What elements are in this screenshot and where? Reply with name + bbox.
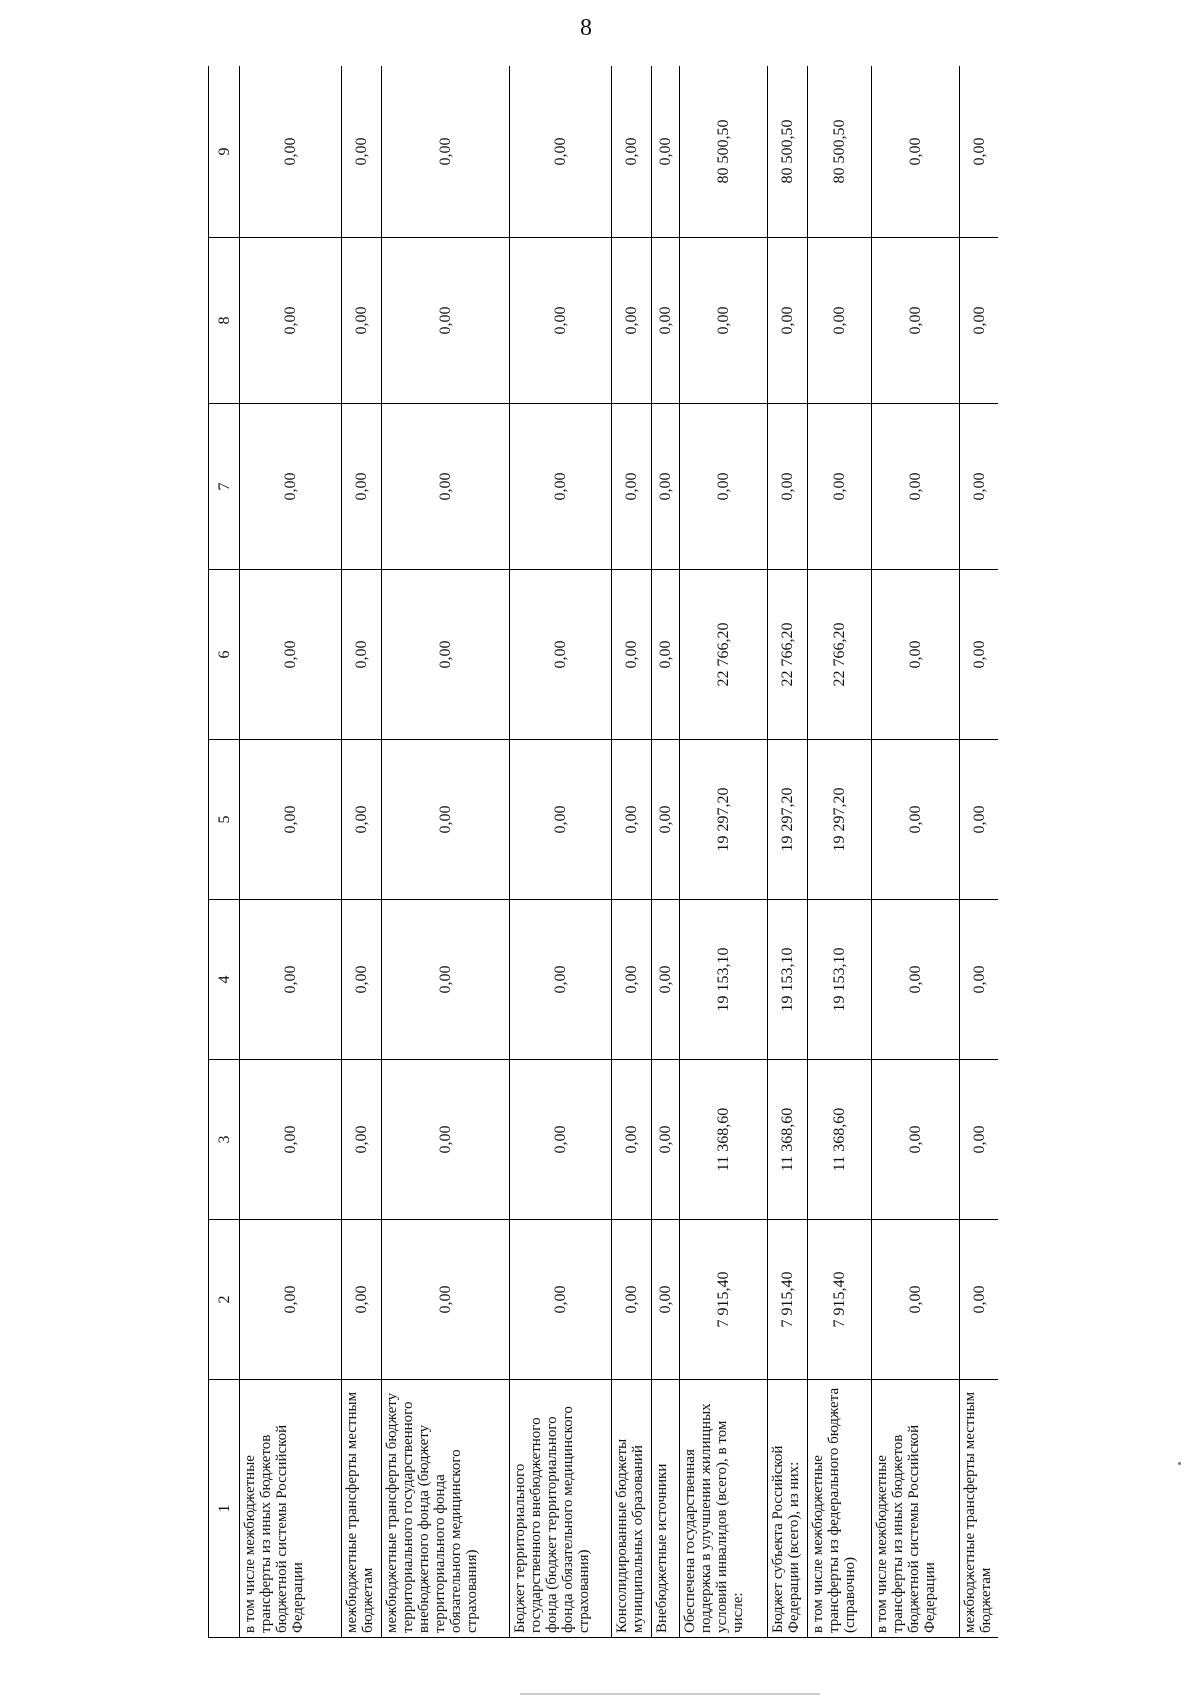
row-value-col-5: 0,00 [240,740,342,900]
row-value-col-9: 80 500,50 [768,66,808,238]
row-value-col-3: 11 368,60 [768,1060,808,1220]
row-value-col-5: 0,00 [342,740,382,900]
row-label: Бюджет территориального государственного внебюджетного фонда (бюджет территориального фонда обязательного медицинского страхования) [510,1380,612,1638]
table-row [240,66,342,1638]
row-value-col-2: 0,00 [382,1220,510,1380]
row-value-col-7: 0,00 [808,404,872,570]
row-value-col-8: 0,00 [342,238,382,404]
row-value-col-5: 19 297,20 [680,740,768,900]
row-value-col-4: 0,00 [240,900,342,1060]
row-value-col-8: 0,00 [808,238,872,404]
scan-edge-mark [520,1693,820,1695]
row-value-col-9: 0,00 [510,66,612,238]
row-label: межбюджетные трансферты местным бюджетам [960,1380,999,1638]
row-label: в том числе межбюджетные трансферты из иных бюджетов бюджетной системы Российской Федерации [872,1380,960,1638]
column-header-6: 6 [209,570,240,740]
row-value-col-4: 0,00 [382,900,510,1060]
column-header-8: 8 [209,238,240,404]
row-value-col-8: 0,00 [240,238,342,404]
row-value-col-8: 0,00 [612,238,652,404]
row-value-col-2: 7 915,40 [680,1220,768,1380]
table-row [808,66,872,1638]
row-label: Консолидированные бюджеты муниципальных образований [612,1380,652,1638]
table-row [612,66,652,1638]
row-value-col-9: 0,00 [652,66,680,238]
row-value-col-9: 80 500,50 [808,66,872,238]
row-value-col-4: 0,00 [652,900,680,1060]
row-value-col-3: 0,00 [960,1060,999,1220]
table-row [510,66,612,1638]
row-value-col-5: 0,00 [652,740,680,900]
row-value-col-8: 0,00 [768,238,808,404]
row-value-col-9: 0,00 [240,66,342,238]
column-header-4: 4 [209,900,240,1060]
row-value-col-7: 0,00 [382,404,510,570]
row-value-col-6: 0,00 [872,570,960,740]
row-value-col-2: 0,00 [612,1220,652,1380]
row-value-col-7: 0,00 [652,404,680,570]
row-value-col-9: 0,00 [872,66,960,238]
row-label: межбюджетные трансферты бюджету территориального государственного внебюджетного фонда (бюджету территориального фонда обязательного медицинского страхования) [382,1380,510,1638]
row-label: Бюджет субъекта Российской Федерации (всего), из них: [768,1380,808,1638]
row-value-col-7: 0,00 [612,404,652,570]
row-value-col-9: 0,00 [612,66,652,238]
row-value-col-6: 22 766,20 [680,570,768,740]
row-value-col-6: 0,00 [652,570,680,740]
column-header-9: 9 [209,66,240,238]
row-value-col-8: 0,00 [510,238,612,404]
row-label: Внебюджетные источники [652,1380,680,1638]
row-value-col-3: 0,00 [382,1060,510,1220]
column-header-5: 5 [209,740,240,900]
row-value-col-5: 0,00 [612,740,652,900]
budget-table [208,66,998,1638]
row-value-col-2: 0,00 [240,1220,342,1380]
row-value-col-8: 0,00 [382,238,510,404]
table-row [768,66,808,1638]
row-value-col-7: 0,00 [680,404,768,570]
table-row [680,66,768,1638]
header-row [209,66,240,1638]
page-number: 8 [580,15,592,41]
row-value-col-8: 0,00 [652,238,680,404]
row-value-col-6: 0,00 [382,570,510,740]
row-value-col-8: 0,00 [680,238,768,404]
row-value-col-6: 0,00 [510,570,612,740]
row-value-col-5: 0,00 [510,740,612,900]
row-value-col-7: 0,00 [510,404,612,570]
row-value-col-3: 0,00 [612,1060,652,1220]
row-value-col-6: 22 766,20 [808,570,872,740]
row-value-col-8: 0,00 [872,238,960,404]
row-value-col-4: 19 153,10 [680,900,768,1060]
table-body [240,66,999,1638]
column-header-7: 7 [209,404,240,570]
row-value-col-4: 19 153,10 [768,900,808,1060]
table-row [960,66,999,1638]
row-value-col-9: 0,00 [342,66,382,238]
row-label: межбюджетные трансферты местным бюджетам [342,1380,382,1638]
row-value-col-3: 0,00 [872,1060,960,1220]
row-value-col-7: 0,00 [240,404,342,570]
row-value-col-5: 0,00 [872,740,960,900]
row-value-col-9: 0,00 [960,66,999,238]
row-value-col-3: 0,00 [342,1060,382,1220]
row-value-col-6: 0,00 [240,570,342,740]
row-value-col-4: 0,00 [960,900,999,1060]
row-value-col-4: 19 153,10 [808,900,872,1060]
row-value-col-3: 0,00 [510,1060,612,1220]
row-value-col-2: 0,00 [652,1220,680,1380]
row-value-col-5: 0,00 [382,740,510,900]
row-value-col-6: 0,00 [342,570,382,740]
row-label: в том числе межбюджетные трансферты из иных бюджетов бюджетной системы Российской Федерации [240,1380,342,1638]
table-row [382,66,510,1638]
row-value-col-7: 0,00 [872,404,960,570]
row-value-col-6: 0,00 [612,570,652,740]
row-value-col-5: 19 297,20 [808,740,872,900]
row-value-col-3: 11 368,60 [808,1060,872,1220]
row-value-col-3: 11 368,60 [680,1060,768,1220]
column-header-3: 3 [209,1060,240,1220]
row-value-col-4: 0,00 [872,900,960,1060]
row-value-col-6: 0,00 [960,570,999,740]
row-value-col-2: 0,00 [960,1220,999,1380]
scan-speck [1178,1462,1181,1465]
table-row [342,66,382,1638]
row-value-col-4: 0,00 [612,900,652,1060]
row-value-col-7: 0,00 [768,404,808,570]
row-value-col-3: 0,00 [652,1060,680,1220]
table-row [872,66,960,1638]
row-value-col-4: 0,00 [342,900,382,1060]
table-row [652,66,680,1638]
row-value-col-8: 0,00 [960,238,999,404]
budget-table-wrapper [208,66,998,1638]
row-value-col-4: 0,00 [510,900,612,1060]
row-value-col-2: 7 915,40 [808,1220,872,1380]
row-value-col-2: 7 915,40 [768,1220,808,1380]
row-value-col-9: 0,00 [382,66,510,238]
row-value-col-7: 0,00 [960,404,999,570]
row-label: Обеспечена государственная поддержка в улучшении жилищных условий инвалидов (всего), в том числе: [680,1380,768,1638]
row-value-col-5: 19 297,20 [768,740,808,900]
row-value-col-2: 0,00 [342,1220,382,1380]
column-header-1: 1 [209,1380,240,1638]
row-value-col-7: 0,00 [342,404,382,570]
row-value-col-5: 0,00 [960,740,999,900]
row-value-col-9: 80 500,50 [680,66,768,238]
row-value-col-6: 22 766,20 [768,570,808,740]
row-value-col-2: 0,00 [510,1220,612,1380]
row-label: в том числе межбюджетные трансферты из федерального бюджета (справочно) [808,1380,872,1638]
row-value-col-3: 0,00 [240,1060,342,1220]
row-value-col-2: 0,00 [872,1220,960,1380]
column-header-2: 2 [209,1220,240,1380]
